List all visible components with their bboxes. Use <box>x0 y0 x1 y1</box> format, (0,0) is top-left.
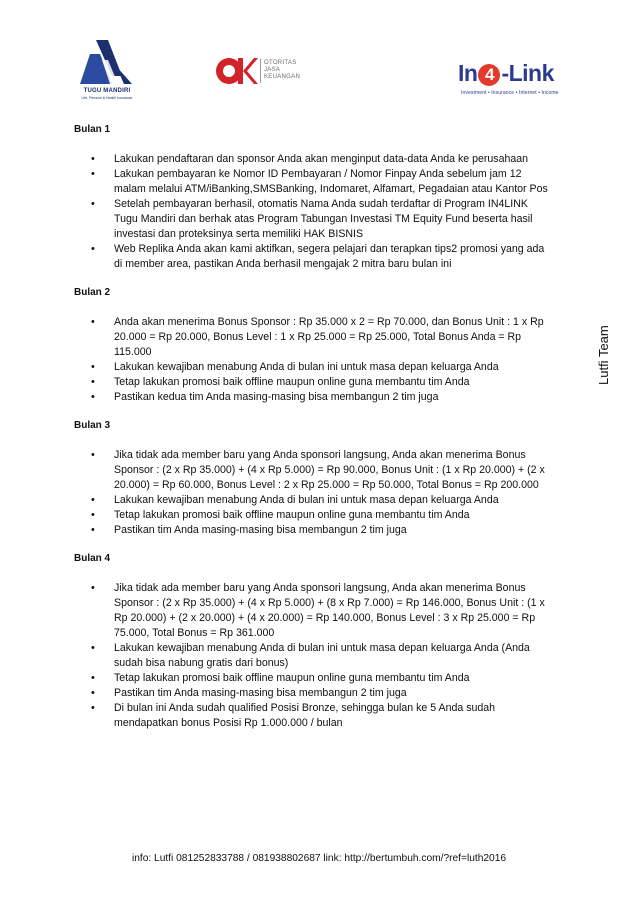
tugu-mandiri-subtitle: Life, Pension & Health Insurance <box>81 96 133 100</box>
in4link-tagline: Investment • Insurance • Internet • Income <box>461 90 559 96</box>
side-team-label: Lutfi Team <box>596 325 611 385</box>
ojk-mark-icon <box>212 54 258 88</box>
bullet-list <box>74 315 554 405</box>
section-title: Bulan 2 <box>74 287 111 298</box>
list-item: • Pastikan kedua tim Anda masing-masing bisa membangun 2 tim juga <box>74 390 554 405</box>
list-item: • Pastikan tim Anda masing-masing bisa membangun 2 tim juga <box>74 686 554 701</box>
ojk-logo <box>212 54 322 94</box>
bullet-list <box>74 152 554 272</box>
in4link-wordmark <box>458 60 554 87</box>
in4link-four-badge: 4 <box>478 64 500 86</box>
list-item: • Lakukan pembayaran ke Nomor ID Pembayaran / Nomor Finpay Anda sebelum jam 12 malam melalui ATM/iBanking,SMSBanking, Indomaret, Alfamart, Pegadaian atau Kantor Pos <box>74 167 554 197</box>
footer-contact: info: Lutfi 081252833788 / 081938802687 link: http://bertumbuh.com/?ref=luth2016 <box>131 853 507 864</box>
section-bulan-1 <box>74 122 554 285</box>
page-header <box>0 30 638 110</box>
tugu-mandiri-logo <box>72 36 142 106</box>
section-bulan-2 <box>74 285 554 418</box>
list-item: • Lakukan kewajiban menabung Anda di bulan ini untuk masa depan keluarga Anda <box>74 360 554 375</box>
section-title: Bulan 4 <box>74 553 111 564</box>
list-item: • Pastikan tim Anda masing-masing bisa membangun 2 tim juga <box>74 523 554 538</box>
ojk-line-2: JASA <box>264 67 281 73</box>
section-bulan-4 <box>74 551 554 731</box>
list-item: • Lakukan kewajiban menabung Anda di bulan ini untuk masa depan keluarga Anda <box>74 493 554 508</box>
ojk-line-1: OTORITAS <box>264 60 297 66</box>
in4link-logo <box>458 60 568 100</box>
list-item: • Jika tidak ada member baru yang Anda sponsori langsung, Anda akan menerima Bonus Sponsor : (2 x Rp 35.000) + (4 x Rp 5.000) = Rp 90.000, Bonus Unit : (1 x Rp 20.000) + (2 x 20.000) = Rp 60.000, Bonus Level : 2 x Rp 25.000 = Rp 50.000, Total Bonus = Rp 200.000 <box>74 448 554 493</box>
in4link-prefix: In <box>458 60 478 86</box>
list-item: • Tetap lakukan promosi baik offline maupun online guna membantu tim Anda <box>74 671 554 686</box>
list-item: • Web Replika Anda akan kami aktifkan, segera pelajari dan terapkan tips2 promosi yang ada di member area, pastikan Anda berhasil mengajak 2 mitra baru bulan ini <box>74 242 554 272</box>
list-item: • Tetap lakukan promosi baik offline maupun online guna membantu tim Anda <box>74 508 554 523</box>
in4link-suffix: -Link <box>501 60 554 86</box>
ojk-divider <box>260 59 261 83</box>
ojk-wordmark <box>264 60 300 81</box>
bullet-list <box>74 581 554 731</box>
list-item: • Lakukan pendaftaran dan sponsor Anda akan menginput data-data Anda ke perusahaan <box>74 152 554 167</box>
list-item: • Setelah pembayaran berhasil, otomatis Nama Anda sudah terdaftar di Program IN4LINK Tugu Mandiri dan berhak atas Program Tabungan Investasi TM Equity Fund beserta hasil investasi dan proteksinya serta memiliki HAK BISNIS <box>74 197 554 242</box>
tugu-mandiri-name: TUGU MANDIRI <box>83 88 131 94</box>
section-bulan-3 <box>74 418 554 551</box>
ojk-line-3: KEUANGAN <box>264 74 301 80</box>
section-title: Bulan 3 <box>74 420 111 431</box>
bullet-list <box>74 448 554 538</box>
list-item: • Tetap lakukan promosi baik offline maupun online guna membantu tim Anda <box>74 375 554 390</box>
list-item: • Anda akan menerima Bonus Sponsor : Rp 35.000 x 2 = Rp 70.000, dan Bonus Unit : 1 x Rp 20.000 = Rp 20.000, Bonus Level : 1 x Rp 25.000 = Rp 25.000, Total Bonus Anda = Rp 115.000 <box>74 315 554 360</box>
list-item: • Di bulan ini Anda sudah qualified Posisi Bronze, sehingga bulan ke 5 Anda sudah mendapatkan bonus Posisi Rp 1.000.000 / bulan <box>74 701 554 731</box>
section-title: Bulan 1 <box>74 124 111 135</box>
document-body <box>74 122 554 731</box>
tugu-mandiri-emblem-icon <box>72 36 142 88</box>
list-item: • Jika tidak ada member baru yang Anda sponsori langsung, Anda akan menerima Bonus Sponsor : (2 x Rp 35.000) + (4 x Rp 5.000) + (8 x Rp 7.000) = Rp 146.000, Bonus Unit : (1 x Rp 20.000) + (2 x 20.000) + (4 x 20.000) = Rp 140.000, Bonus Level : 3 x Rp 25.000 = Rp 75.000, Total Bonus = Rp 361.000 <box>74 581 554 641</box>
list-item: • Lakukan kewajiban menabung Anda di bulan ini untuk masa depan keluarga Anda (Anda sudah bisa nabung gratis dari bonus) <box>74 641 554 671</box>
